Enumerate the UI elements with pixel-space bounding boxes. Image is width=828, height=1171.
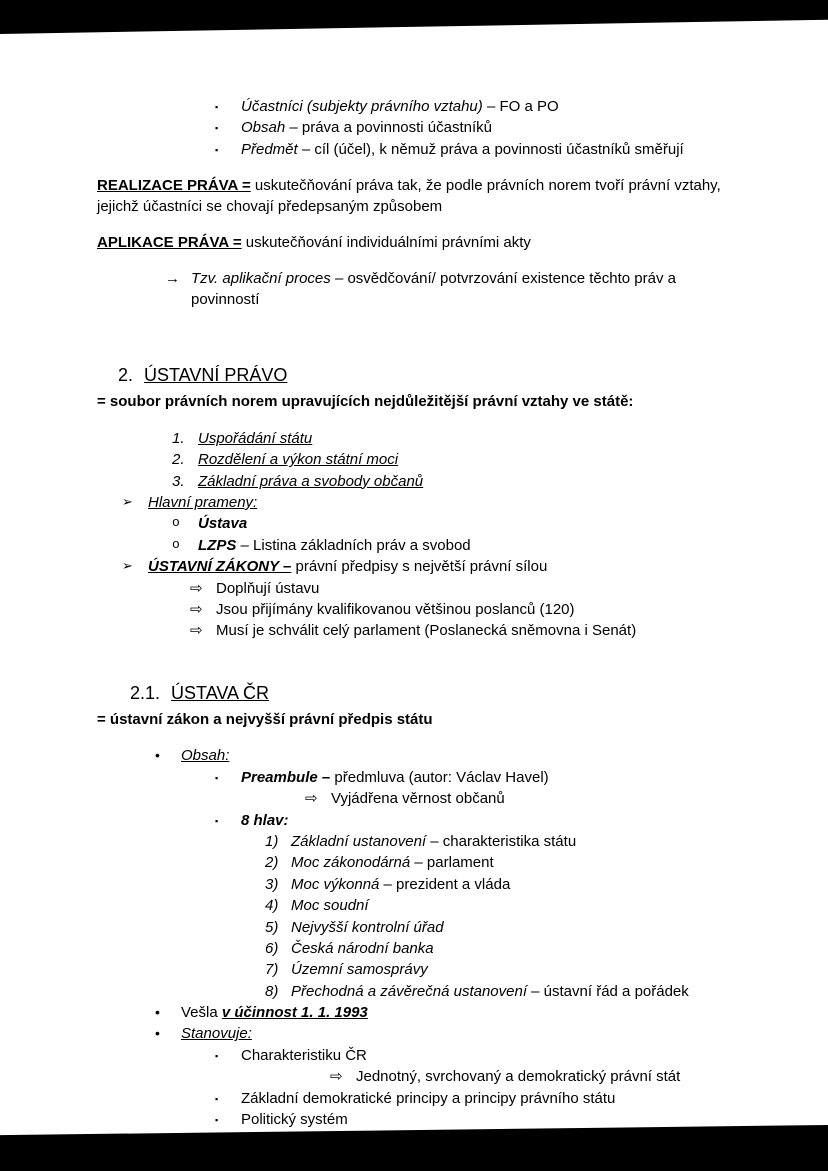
text-content <box>241 97 736 117</box>
text-content <box>198 472 736 492</box>
text-content <box>148 557 736 577</box>
doc-line <box>97 939 736 959</box>
number-marker: 5) <box>265 918 279 936</box>
doc-line <box>97 493 736 513</box>
text-run: Obsah: <box>181 747 230 765</box>
text-run: Nejvyšší kontrolní úřad <box>291 918 444 936</box>
number-marker: 3) <box>265 875 279 893</box>
text-content <box>291 832 736 852</box>
double-arrow-icon: ⇨ <box>330 1068 343 1086</box>
text-content <box>216 600 736 620</box>
double-arrow-icon: ⇨ <box>305 790 318 808</box>
doc-line <box>97 536 736 556</box>
text-run: REALIZACE PRÁVA = <box>97 177 251 195</box>
text-run: Územní samosprávy <box>291 961 428 979</box>
doc-line <box>97 1003 736 1023</box>
text-run: Uspořádání státu <box>198 429 313 447</box>
text-content <box>241 1089 736 1109</box>
text-run: Česká národní banka <box>291 939 434 957</box>
text-content <box>97 176 736 217</box>
text-content <box>331 789 736 809</box>
arrowhead-bullet-icon: ➢ <box>122 558 133 574</box>
doc-line <box>97 853 736 873</box>
double-arrow-icon: ⇨ <box>190 600 203 618</box>
doc-line <box>97 450 736 470</box>
arrowhead-bullet-icon: ➢ <box>122 493 133 509</box>
number-marker: 4) <box>265 897 279 915</box>
text-run: Základní práva a svobody občanů <box>198 472 424 490</box>
number-marker: 7) <box>265 961 279 979</box>
text-run: v účinnost 1. 1. 1993 <box>221 1004 368 1022</box>
doc-line <box>97 579 736 599</box>
doc-line <box>97 710 736 730</box>
text-run: APLIKACE PRÁVA = <box>97 233 242 251</box>
doc-line <box>97 768 736 788</box>
text-run: Preambule – <box>241 768 331 786</box>
double-arrow-icon: ⇨ <box>190 622 203 640</box>
text-content <box>97 710 736 730</box>
text-run: Vyjádřena věrnost občanů <box>331 790 505 808</box>
text-run: uskutečňování individuálními právními akty <box>241 233 531 251</box>
square-bullet-icon: ▪ <box>215 1050 219 1061</box>
doc-line <box>97 472 736 492</box>
doc-line <box>97 1089 736 1109</box>
text-content <box>291 896 736 916</box>
text-content <box>291 875 736 895</box>
square-bullet-icon: ▪ <box>215 102 219 112</box>
photo-edge-top <box>0 0 828 34</box>
number-marker: 2. <box>172 451 185 469</box>
text-run: = soubor právních norem upravujících nejdůležitější právní vztahy ve státě: <box>97 393 634 411</box>
text-content <box>191 269 736 310</box>
doc-line <box>97 557 736 577</box>
section-heading <box>97 363 736 387</box>
text-content <box>97 233 736 253</box>
text-content <box>291 939 736 959</box>
round-bullet-icon: • <box>155 1025 160 1042</box>
text-content <box>241 768 736 788</box>
circle-bullet-icon: o <box>172 536 180 552</box>
text-run: Rozdělení a výkon státní moci <box>198 451 399 469</box>
number-marker: 1) <box>265 832 279 850</box>
doc-line <box>97 896 736 916</box>
text-run: – ústavní řád a pořádek <box>527 982 689 1000</box>
doc-line <box>97 269 736 310</box>
text-run: – cíl (účel), k němuž práva a povinnosti účastníků směřují <box>297 140 684 158</box>
text-run: Jsou přijímány kvalifikovanou většinou poslanců (120) <box>216 600 575 618</box>
doc-line <box>97 233 736 253</box>
text-content <box>216 579 736 599</box>
number-marker: 2.1. <box>130 682 161 703</box>
doc-line <box>97 832 736 852</box>
number-marker: 8) <box>265 982 279 1000</box>
square-bullet-icon: ▪ <box>215 1093 219 1104</box>
text-run: Základní demokratické principy a principy právního státu <box>241 1089 616 1107</box>
doc-line <box>97 789 736 809</box>
doc-line <box>97 600 736 620</box>
arrow-icon: → <box>165 270 180 288</box>
text-run: – Listina základních práv a svobod <box>236 536 471 554</box>
square-bullet-icon: ▪ <box>215 123 219 134</box>
number-marker: 2. <box>118 365 134 386</box>
section-gap <box>97 643 736 679</box>
text-run: 8 hlav: <box>241 811 289 829</box>
text-content <box>198 450 736 470</box>
doc-line <box>97 118 736 138</box>
square-bullet-icon: ▪ <box>215 1115 219 1126</box>
text-content <box>291 918 736 938</box>
double-arrow-icon: ⇨ <box>190 579 203 597</box>
text-run: – parlament <box>410 854 494 872</box>
text-run: Musí je schválit celý parlament (Poslanecká sněmovna i Senát) <box>216 622 637 640</box>
square-bullet-icon: ▪ <box>215 772 219 783</box>
text-run: Politický systém <box>241 1111 348 1129</box>
text-run: Moc soudní <box>291 897 369 915</box>
text-run: předmluva (autor: Václav Havel) <box>330 768 549 786</box>
text-content <box>198 514 736 534</box>
text-run: Předmět <box>241 140 298 158</box>
doc-line <box>97 514 736 534</box>
doc-line <box>97 176 736 217</box>
text-run: právní předpisy s největší právní sílou <box>291 558 548 576</box>
text-content <box>241 118 736 138</box>
text-content <box>181 746 736 766</box>
text-content <box>171 681 736 705</box>
section-gap <box>97 218 736 232</box>
round-bullet-icon: • <box>155 747 160 764</box>
section-gap <box>97 731 736 745</box>
text-content <box>356 1067 736 1087</box>
text-run: uskutečňování práva tak, že podle právních norem tvoří právní vztahy, jejichž účastníci se chovají předepsaným způsobem <box>97 177 721 215</box>
doc-line <box>97 429 736 449</box>
square-bullet-icon: ▪ <box>215 144 219 155</box>
text-run: Doplňují ústavu <box>216 579 320 597</box>
text-run: – prezident a vláda <box>379 875 511 893</box>
doc-line <box>97 746 736 766</box>
text-run: Ústava <box>198 515 248 533</box>
text-content <box>97 392 736 412</box>
text-content <box>148 493 736 513</box>
doc-line <box>97 811 736 831</box>
round-bullet-icon: • <box>155 1004 160 1021</box>
section-gap <box>97 311 736 361</box>
text-run: Účastníci (subjekty právního vztahu) <box>241 98 483 115</box>
number-marker: 1. <box>172 429 185 447</box>
text-run: Jednotný, svrchovaný a demokratický právní stát <box>356 1068 681 1086</box>
text-run: = ústavní zákon a nejvyšší právní předpis státu <box>97 711 433 729</box>
doc-line <box>97 1024 736 1044</box>
text-content <box>198 429 736 449</box>
text-content <box>198 536 736 556</box>
text-run: ÚSTAVNÍ PRÁVO <box>144 365 288 386</box>
text-run: Moc zákonodárná <box>291 854 411 872</box>
text-content <box>216 621 736 641</box>
text-run: Charakteristiku ČR <box>241 1046 367 1064</box>
text-run: – osvědčování/ potvrzování existence těchto práv a povinností <box>191 270 676 308</box>
doc-line <box>97 621 736 641</box>
text-run: ÚSTAVNÍ ZÁKONY – <box>148 558 292 576</box>
text-run: Moc výkonná <box>291 875 380 893</box>
text-run: LZPS <box>198 536 237 554</box>
text-run: Základní ustanovení <box>291 832 427 850</box>
text-content <box>181 1024 736 1044</box>
doc-line <box>97 140 736 160</box>
text-content <box>291 960 736 980</box>
text-run: – charakteristika státu <box>426 832 577 850</box>
text-content <box>241 811 736 831</box>
text-run: Stanovuje: <box>181 1025 252 1043</box>
text-content <box>291 853 736 873</box>
text-content <box>241 1046 736 1066</box>
text-content <box>144 363 736 387</box>
section-gap <box>97 254 736 268</box>
text-content <box>241 140 736 160</box>
section-gap <box>97 414 736 428</box>
doc-line <box>97 875 736 895</box>
section-gap <box>97 161 736 175</box>
section-heading <box>97 681 736 705</box>
doc-line <box>97 1046 736 1066</box>
doc-line <box>97 960 736 980</box>
text-run: Vešla <box>181 1004 222 1022</box>
text-run: ÚSTAVA ČR <box>171 682 270 703</box>
square-bullet-icon: ▪ <box>215 815 219 826</box>
circle-bullet-icon: o <box>172 515 180 531</box>
doc-line <box>97 97 736 117</box>
number-marker: 2) <box>265 854 279 872</box>
text-run: Hlavní prameny: <box>148 493 258 511</box>
doc-line <box>97 1067 736 1087</box>
text-run: Přechodná a závěrečná ustanovení <box>291 982 527 1000</box>
text-run: Obsah <box>241 119 286 137</box>
doc-line <box>97 918 736 938</box>
text-content <box>181 1003 736 1023</box>
text-run: – FO a PO <box>482 98 559 115</box>
text-run: Tzv. aplikační proces <box>191 270 331 288</box>
doc-line <box>97 982 736 1002</box>
number-marker: 3. <box>172 472 185 490</box>
text-run: – práva a povinnosti účastníků <box>285 119 492 137</box>
document-body <box>0 34 828 1129</box>
text-content <box>291 982 736 1002</box>
number-marker: 6) <box>265 939 279 957</box>
doc-line <box>97 392 736 412</box>
